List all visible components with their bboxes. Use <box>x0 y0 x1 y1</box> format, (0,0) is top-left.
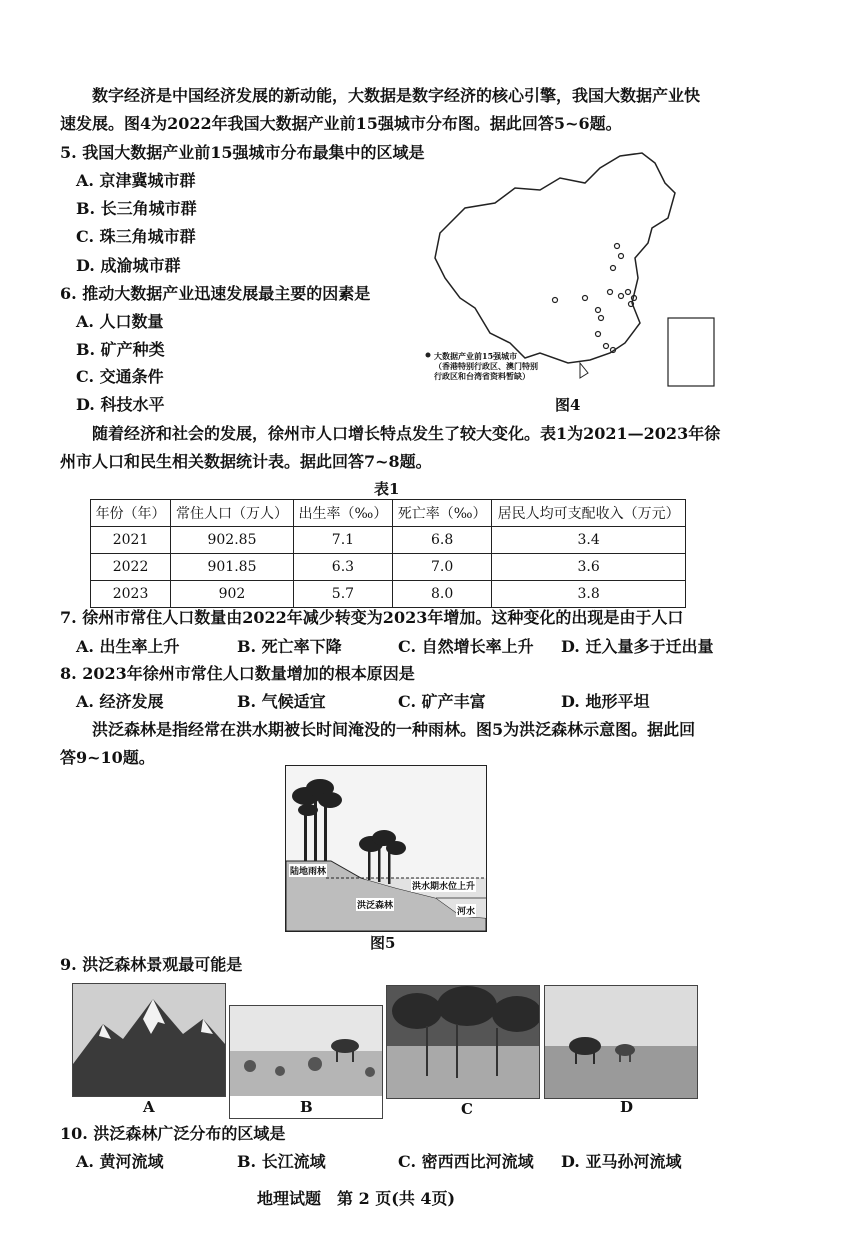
table-cell: 7.1 <box>293 527 392 554</box>
city-markers <box>553 244 637 353</box>
table-cell: 6.3 <box>293 554 392 581</box>
map-legend-line1: 大数据产业前15强城市 <box>434 351 518 361</box>
question-5-option-a[interactable]: A. 京津冀城市群 <box>76 171 196 190</box>
photo-option-c-flooded-forest[interactable] <box>386 985 540 1099</box>
table-cell: 2021 <box>91 527 171 554</box>
question-9-stem: 9. 洪泛森林景观最可能是 <box>60 955 243 974</box>
question-10-option-a[interactable]: A. 黄河流域 <box>76 1152 164 1171</box>
question-6-option-b[interactable]: B. 矿产种类 <box>76 340 165 359</box>
table-1-caption: 表1 <box>374 480 400 498</box>
question-8-option-a[interactable]: A. 经济发展 <box>76 692 164 711</box>
intro-paragraph-3-line2: 答9~10题。 <box>60 748 155 767</box>
question-6-option-d[interactable]: D. 科技水平 <box>76 395 165 414</box>
question-5-option-b[interactable]: B. 长三角城市群 <box>76 199 197 218</box>
question-7-option-a[interactable]: A. 出生率上升 <box>76 637 180 656</box>
table-cell: 2022 <box>91 554 171 581</box>
table-cell: 6.8 <box>393 527 492 554</box>
intro-paragraph-2-line1: 随着经济和社会的发展，徐州市人口增长特点发生了较大变化。表1为2021—2023年徐 <box>92 424 721 443</box>
photo-option-a-snow-mountain[interactable] <box>72 983 226 1097</box>
question-8-option-c[interactable]: C. 矿产丰富 <box>398 692 486 711</box>
table-header: 常住人口（万人） <box>171 500 294 527</box>
map-legend-line2: （香港特别行政区、澳门特别 <box>434 361 538 371</box>
question-8-option-b[interactable]: B. 气候适宜 <box>237 692 326 711</box>
label-flooded-forest: 洪泛森林 <box>356 898 394 911</box>
photo-option-d-grassland-horses[interactable] <box>544 985 698 1099</box>
table-row <box>91 554 686 581</box>
table-row <box>91 527 686 554</box>
table-header-row <box>91 500 686 527</box>
question-6-option-a[interactable]: A. 人口数量 <box>76 312 164 331</box>
photo-label-a: A <box>143 1098 155 1116</box>
table-header: 出生率（‰） <box>293 500 392 527</box>
question-5-option-d[interactable]: D. 成渝城市群 <box>76 256 181 275</box>
question-10-option-c[interactable]: C. 密西西比河流域 <box>398 1152 534 1171</box>
question-6-stem: 6. 推动大数据产业迅速发展最主要的因素是 <box>60 284 371 303</box>
table-cell: 3.4 <box>492 527 686 554</box>
photo-label-b: B <box>300 1098 313 1116</box>
question-7-option-c[interactable]: C. 自然增长率上升 <box>398 637 534 656</box>
question-10-stem: 10. 洪泛森林广泛分布的区域是 <box>60 1124 286 1143</box>
question-7-option-b[interactable]: B. 死亡率下降 <box>237 637 342 656</box>
label-flood-water-level: 洪水期水位上升 <box>411 879 476 892</box>
table-cell: 3.6 <box>492 554 686 581</box>
figure-4-map <box>420 148 720 398</box>
question-7-option-d[interactable]: D. 迁入量多于迁出量 <box>561 637 714 656</box>
table-cell: 901.85 <box>171 554 294 581</box>
figure-4-caption: 图4 <box>555 396 581 414</box>
page-footer: 地理试题 第 2 页(共 4页) <box>257 1189 456 1208</box>
question-10-option-d[interactable]: D. 亚马孙河流域 <box>561 1152 682 1171</box>
photo-label-d: D <box>620 1098 634 1116</box>
question-6-option-c[interactable]: C. 交通条件 <box>76 367 164 386</box>
table-cell: 902 <box>171 581 294 608</box>
map-legend-line3: 行政区和台湾省资料暂缺） <box>434 371 530 381</box>
intro-paragraph-1-line2: 速发展。图4为2022年我国大数据产业前15强城市分布图。据此回答5~6题。 <box>60 114 622 133</box>
figure-5-diagram <box>285 765 487 932</box>
table-header: 年份（年） <box>91 500 171 527</box>
label-land-rainforest: 陆地雨林 <box>289 864 327 877</box>
table-cell: 7.0 <box>393 554 492 581</box>
south-china-sea-inset <box>668 318 714 386</box>
question-5-option-c[interactable]: C. 珠三角城市群 <box>76 227 196 246</box>
label-river-water: 河水 <box>456 904 476 917</box>
table-cell: 8.0 <box>393 581 492 608</box>
question-7-stem: 7. 徐州市常住人口数量由2022年减少转变为2023年增加。这种变化的出现是由于人口 <box>60 608 684 627</box>
intro-paragraph-2-line2: 州市人口和民生相关数据统计表。据此回答7~8题。 <box>60 452 432 471</box>
figure-5-caption: 图5 <box>370 934 396 952</box>
photo-label-c: C <box>461 1100 473 1118</box>
question-5-stem: 5. 我国大数据产业前15强城市分布最集中的区域是 <box>60 143 425 162</box>
intro-paragraph-3-line1: 洪泛森林是指经常在洪水期被长时间淹没的一种雨林。图5为洪泛森林示意图。据此回 <box>92 720 696 739</box>
question-8-option-d[interactable]: D. 地形平坦 <box>561 692 650 711</box>
table-header: 死亡率（‰） <box>393 500 492 527</box>
intro-paragraph-1-line1: 数字经济是中国经济发展的新动能，大数据是数字经济的核心引擎，我国大数据产业快 <box>92 86 701 105</box>
question-8-stem: 8. 2023年徐州市常住人口数量增加的根本原因是 <box>60 664 415 683</box>
question-10-option-b[interactable]: B. 长江流域 <box>237 1152 326 1171</box>
table-row <box>91 581 686 608</box>
table-cell: 5.7 <box>293 581 392 608</box>
table-cell: 902.85 <box>171 527 294 554</box>
table-cell: 2023 <box>91 581 171 608</box>
table-header: 居民人均可支配收入（万元） <box>492 500 686 527</box>
table-cell: 3.8 <box>492 581 686 608</box>
table-1 <box>90 499 686 608</box>
